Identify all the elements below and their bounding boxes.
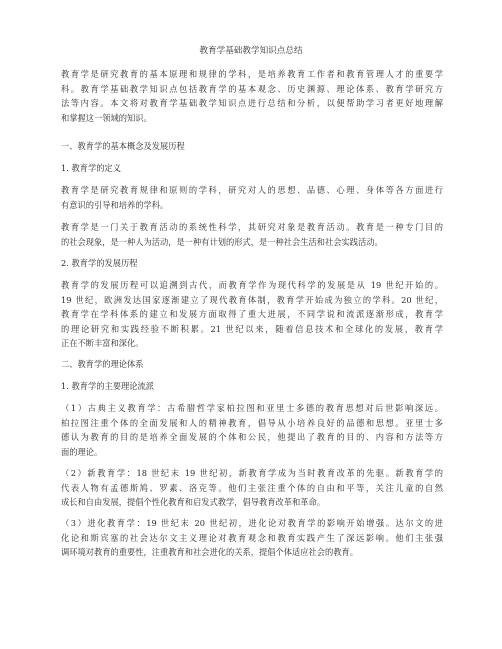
section-heading	[61, 357, 443, 372]
text-line: 教育学在学科体系的建立和发展方面取得了重大进展，不同学说和流派逐渐形成，教育学	[61, 309, 443, 319]
text-line: 化论和斯宾塞的社会达尔文主义理论对教育观念和教育实践产生了深远影响。他们主张强	[61, 532, 443, 543]
text-line: 的理论研究和实践经验不断积累。21 世纪以来，随着信息技术和全球化的发展，教育学	[61, 323, 443, 334]
text-line: 和掌握这一领域的知识。	[61, 112, 152, 123]
text-line: （3）进化教育学：19 世纪末 20 世纪初，进化论对教育学的影响开始增强。达尔文的进	[61, 518, 443, 528]
paragraph	[61, 183, 443, 212]
text-line: （2）新教育学：18 世纪末 19 世纪初，新教育学成为当时教育改革的先驱。新教育学的	[61, 468, 443, 478]
section-heading	[61, 139, 443, 154]
subsection-heading	[61, 379, 443, 394]
text-line: 有意识的引导和培养的学科。	[61, 199, 169, 210]
subsection-heading	[61, 161, 443, 176]
text-line: 法等内容。本文将对教育学基础教学知识点进行总结和分析，以便帮助学习者更好地理解	[61, 98, 443, 108]
text-line: 德认为教育的目的是培养全面发展的个体和公民，他提出了教育的目的、内容和方法等方	[61, 432, 443, 442]
text-line: 调环境对教育的重要性，注重教育和社会进化的关系，提倡个体适应社会的教育。	[61, 547, 358, 557]
text-line: 的社会现象，是一种人为活动，是一种有计划的形式，是一种社会生活和社会实践活动。	[61, 236, 383, 247]
text-line: 科。教育学基础教学知识点包括教育学的基本观念、历史渊源、理论体系、教育学研究方	[61, 83, 443, 94]
text-line: 19 世纪，欧洲发达国家逐渐建立了现代教育体制，教育学开始成为独立的学科。20 世纪，	[61, 294, 443, 305]
text-line: 教育学是研究教育规律和原则的学科，研究对人的思想、品德、心理、身体等各方面进行	[61, 185, 443, 195]
text-line: （1）古典主义教育学：古希腊哲学家柏拉图和亚里士多德的教育思想对后世影响深远。	[61, 403, 443, 413]
paragraph	[61, 220, 443, 249]
paragraph	[61, 516, 443, 560]
text-line: 代表人物有孟德斯鸠、罗素、洛克等。他们主张注重个体的自由和平等，关注儿童的自然	[61, 482, 443, 493]
text-line: 教育学的发展历程可以追溯到古代，而教育学作为现代科学的发展是从 19 世纪开始的。	[61, 280, 443, 290]
paragraph	[61, 401, 443, 459]
subsection-heading	[61, 256, 443, 271]
text-line: 柏拉图注重个体的全面发展和人的精神教育，倡导从小培养良好的品德和思想。亚里士多	[61, 417, 443, 428]
text-line: 正在不断丰富和深化。	[61, 338, 144, 348]
text-line: 面的理论。	[61, 446, 103, 457]
paragraph	[61, 466, 443, 510]
text-line: 教育学是研究教育的基本原理和规律的学科，是培养教育工作者和教育管理人才的重要学	[61, 69, 443, 79]
paragraph	[61, 278, 443, 351]
subsection-heading-text: 1. 教育学的主要理论流派	[61, 381, 154, 391]
text-line: 成长和自由发展，提倡个性化教育和启发式教学，倡导教育改革和革命。	[61, 497, 325, 507]
subsection-heading-text: 1. 教育学的定义	[61, 163, 121, 173]
section-heading-text: 二、教育学的理论体系	[61, 359, 144, 369]
document-title: 教育学基础教学知识点总结	[199, 46, 303, 56]
intro-paragraph	[61, 67, 443, 125]
text-line: 教育学是一门关于教育活动的系统性科学，其研究对象是教育活动。教育是一种专门目的	[61, 222, 443, 232]
section-heading-text: 一、教育学的基本概念及发展历程	[61, 141, 185, 151]
subsection-heading-text: 2. 教育学的发展历程	[61, 258, 138, 268]
